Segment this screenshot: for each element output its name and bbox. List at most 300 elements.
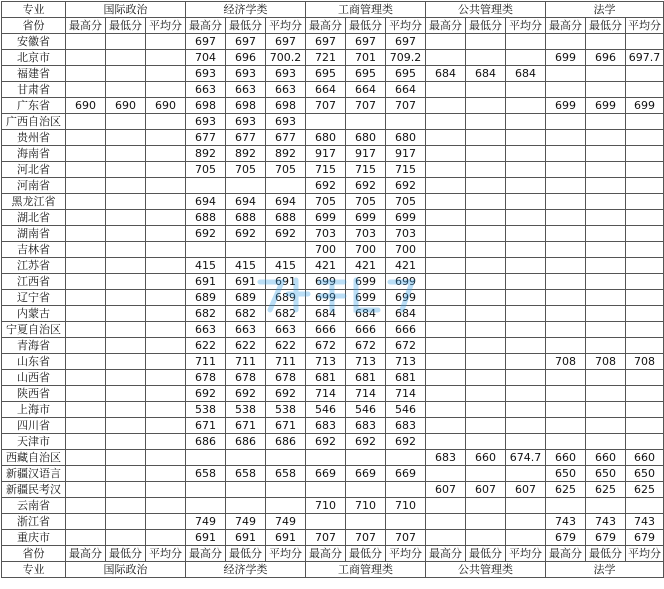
score-cell xyxy=(466,370,506,386)
score-cell xyxy=(146,306,186,322)
score-cell: 650 xyxy=(626,466,664,482)
score-cell: 625 xyxy=(586,482,626,498)
major-header: 国际政治 xyxy=(66,2,186,18)
score-cell: 622 xyxy=(186,338,226,354)
score-cell xyxy=(466,434,506,450)
score-cell: 680 xyxy=(346,130,386,146)
province-cell: 甘肃省 xyxy=(2,82,66,98)
score-cell xyxy=(146,226,186,242)
score-cell xyxy=(66,114,106,130)
score-cell: 684 xyxy=(466,66,506,82)
score-cell xyxy=(626,242,664,258)
province-cell: 福建省 xyxy=(2,66,66,82)
score-cell: 705 xyxy=(226,162,266,178)
score-cell: 546 xyxy=(386,402,426,418)
score-cell: 707 xyxy=(346,530,386,546)
score-cell: 415 xyxy=(266,258,306,274)
score-cell xyxy=(106,194,146,210)
score-cell xyxy=(426,50,466,66)
score-cell xyxy=(546,386,586,402)
score-cell: 680 xyxy=(306,130,346,146)
stat-header: 最高分 xyxy=(306,546,346,562)
score-cell xyxy=(106,162,146,178)
score-cell xyxy=(266,482,306,498)
score-cell xyxy=(466,146,506,162)
score-cell xyxy=(586,434,626,450)
stat-header: 最低分 xyxy=(466,18,506,34)
score-cell xyxy=(586,274,626,290)
score-cell: 705 xyxy=(306,194,346,210)
score-cell: 691 xyxy=(226,274,266,290)
score-cell: 698 xyxy=(186,98,226,114)
score-cell: 699 xyxy=(626,98,664,114)
score-cell xyxy=(586,258,626,274)
table-row xyxy=(2,66,664,82)
score-cell: 650 xyxy=(586,466,626,482)
score-cell xyxy=(146,34,186,50)
score-cell: 749 xyxy=(186,514,226,530)
score-cell xyxy=(426,226,466,242)
score-cell xyxy=(106,322,146,338)
score-cell xyxy=(546,418,586,434)
score-cell xyxy=(186,498,226,514)
score-cell: 693 xyxy=(226,114,266,130)
score-cell xyxy=(506,306,546,322)
score-cell xyxy=(66,82,106,98)
score-cell: 658 xyxy=(226,466,266,482)
score-cell: 699 xyxy=(306,274,346,290)
score-cell: 666 xyxy=(306,322,346,338)
score-cell: 696 xyxy=(226,50,266,66)
score-cell: 538 xyxy=(186,402,226,418)
score-cell xyxy=(466,162,506,178)
table-row xyxy=(2,242,664,258)
stat-header: 最高分 xyxy=(66,546,106,562)
score-cell xyxy=(146,498,186,514)
score-cell xyxy=(426,354,466,370)
table-row xyxy=(2,290,664,306)
score-cell xyxy=(466,34,506,50)
score-cell: 679 xyxy=(546,530,586,546)
score-cell: 692 xyxy=(346,434,386,450)
score-cell: 713 xyxy=(346,354,386,370)
score-cell xyxy=(506,466,546,482)
score-cell: 686 xyxy=(226,434,266,450)
score-cell: 546 xyxy=(346,402,386,418)
table-row xyxy=(2,386,664,402)
score-cell xyxy=(466,530,506,546)
table-row xyxy=(2,370,664,386)
score-cell: 721 xyxy=(306,50,346,66)
stat-header: 最低分 xyxy=(226,18,266,34)
score-cell: 698 xyxy=(226,98,266,114)
score-cell xyxy=(586,370,626,386)
score-cell xyxy=(466,274,506,290)
score-cell xyxy=(506,434,546,450)
table-row xyxy=(2,482,664,498)
province-cell: 重庆市 xyxy=(2,530,66,546)
score-cell: 692 xyxy=(306,178,346,194)
stat-header: 最高分 xyxy=(66,18,106,34)
score-cell xyxy=(66,146,106,162)
score-cell xyxy=(506,370,546,386)
stat-header: 平均分 xyxy=(626,546,664,562)
score-cell xyxy=(546,258,586,274)
score-cell: 678 xyxy=(266,370,306,386)
table-row xyxy=(2,210,664,226)
score-cell: 664 xyxy=(346,82,386,98)
score-cell: 699 xyxy=(386,210,426,226)
score-cell: 917 xyxy=(346,146,386,162)
score-cell xyxy=(466,226,506,242)
score-cell: 691 xyxy=(186,274,226,290)
score-cell: 699 xyxy=(386,274,426,290)
score-cell: 672 xyxy=(306,338,346,354)
province-cell: 云南省 xyxy=(2,498,66,514)
table-row xyxy=(2,322,664,338)
score-cell xyxy=(186,482,226,498)
score-cell xyxy=(626,386,664,402)
score-cell xyxy=(466,418,506,434)
score-cell xyxy=(466,466,506,482)
score-cell: 677 xyxy=(266,130,306,146)
stat-footer-row xyxy=(2,546,664,562)
score-cell xyxy=(426,114,466,130)
score-cell xyxy=(106,482,146,498)
score-cell: 421 xyxy=(346,258,386,274)
score-cell xyxy=(586,194,626,210)
score-cell xyxy=(586,418,626,434)
table-row xyxy=(2,50,664,66)
score-cell xyxy=(546,338,586,354)
score-cell xyxy=(66,386,106,402)
score-cell xyxy=(146,242,186,258)
score-cell: 683 xyxy=(306,418,346,434)
score-cell: 421 xyxy=(386,258,426,274)
score-cell xyxy=(586,402,626,418)
score-cell: 917 xyxy=(386,146,426,162)
score-cell xyxy=(66,354,106,370)
province-cell: 广东省 xyxy=(2,98,66,114)
score-cell xyxy=(146,146,186,162)
table-row xyxy=(2,130,664,146)
score-cell xyxy=(466,338,506,354)
province-cell: 西藏自治区 xyxy=(2,450,66,466)
score-cell xyxy=(626,370,664,386)
score-cell: 660 xyxy=(466,450,506,466)
score-cell xyxy=(626,226,664,242)
score-cell: 658 xyxy=(266,466,306,482)
score-cell xyxy=(186,178,226,194)
score-cell xyxy=(626,114,664,130)
province-cell: 山东省 xyxy=(2,354,66,370)
stat-header: 平均分 xyxy=(266,546,306,562)
score-cell xyxy=(506,258,546,274)
province-cell: 青海省 xyxy=(2,338,66,354)
score-cell: 607 xyxy=(466,482,506,498)
score-cell xyxy=(546,34,586,50)
score-cell xyxy=(146,274,186,290)
table-row xyxy=(2,82,664,98)
score-cell: 538 xyxy=(266,402,306,418)
score-cell xyxy=(66,194,106,210)
score-cell xyxy=(66,178,106,194)
score-cell: 689 xyxy=(226,290,266,306)
score-cell xyxy=(426,306,466,322)
score-cell xyxy=(626,66,664,82)
score-cell xyxy=(626,210,664,226)
province-label: 省份 xyxy=(2,18,66,34)
score-cell xyxy=(466,50,506,66)
score-cell xyxy=(426,130,466,146)
score-cell: 691 xyxy=(186,530,226,546)
score-cell: 663 xyxy=(266,82,306,98)
score-cell xyxy=(626,498,664,514)
score-cell xyxy=(466,514,506,530)
score-cell xyxy=(586,306,626,322)
score-cell xyxy=(586,322,626,338)
score-cell xyxy=(546,402,586,418)
score-cell xyxy=(106,434,146,450)
table-row xyxy=(2,530,664,546)
score-cell xyxy=(506,498,546,514)
score-cell: 650 xyxy=(546,466,586,482)
score-cell xyxy=(426,386,466,402)
province-cell: 黑龙江省 xyxy=(2,194,66,210)
score-cell: 704 xyxy=(186,50,226,66)
stat-header: 最低分 xyxy=(346,546,386,562)
province-cell: 广西自治区 xyxy=(2,114,66,130)
score-cell: 700 xyxy=(306,242,346,258)
score-cell xyxy=(146,162,186,178)
score-cell xyxy=(426,258,466,274)
stat-header: 平均分 xyxy=(386,546,426,562)
score-cell xyxy=(546,130,586,146)
score-cell xyxy=(106,386,146,402)
stat-header: 最低分 xyxy=(586,546,626,562)
score-cell: 677 xyxy=(186,130,226,146)
score-cell xyxy=(226,450,266,466)
score-cell xyxy=(266,178,306,194)
score-cell xyxy=(466,402,506,418)
score-cell: 663 xyxy=(226,82,266,98)
table-row xyxy=(2,162,664,178)
score-cell xyxy=(546,66,586,82)
score-cell xyxy=(146,50,186,66)
province-cell: 辽宁省 xyxy=(2,290,66,306)
score-cell: 694 xyxy=(186,194,226,210)
table-row xyxy=(2,338,664,354)
score-cell xyxy=(466,322,506,338)
score-cell xyxy=(426,82,466,98)
score-cell xyxy=(146,434,186,450)
score-cell xyxy=(146,178,186,194)
score-cell: 683 xyxy=(426,450,466,466)
score-cell xyxy=(106,370,146,386)
major-header: 法学 xyxy=(546,562,664,578)
score-cell: 692 xyxy=(386,178,426,194)
score-cell xyxy=(66,258,106,274)
score-cell xyxy=(506,162,546,178)
province-cell: 江西省 xyxy=(2,274,66,290)
score-cell xyxy=(546,306,586,322)
score-cell xyxy=(66,418,106,434)
score-cell xyxy=(506,178,546,194)
score-cell xyxy=(626,322,664,338)
score-cell xyxy=(506,402,546,418)
score-cell: 692 xyxy=(346,178,386,194)
province-cell: 内蒙古 xyxy=(2,306,66,322)
score-cell xyxy=(386,114,426,130)
province-cell: 湖南省 xyxy=(2,226,66,242)
score-cell: 686 xyxy=(266,434,306,450)
score-cell: 607 xyxy=(426,482,466,498)
score-cell: 703 xyxy=(306,226,346,242)
score-cell xyxy=(546,114,586,130)
score-cell: 700 xyxy=(346,242,386,258)
score-cell xyxy=(146,466,186,482)
score-cell xyxy=(146,418,186,434)
stat-header-row xyxy=(2,18,664,34)
score-cell: 688 xyxy=(186,210,226,226)
stat-header: 平均分 xyxy=(626,18,664,34)
score-cell: 709.2 xyxy=(386,50,426,66)
major-label: 专业 xyxy=(2,562,66,578)
table-row xyxy=(2,194,664,210)
score-cell xyxy=(106,402,146,418)
province-cell: 海南省 xyxy=(2,146,66,162)
score-cell: 707 xyxy=(306,530,346,546)
score-cell xyxy=(66,34,106,50)
table-row xyxy=(2,306,664,322)
score-cell xyxy=(146,354,186,370)
score-cell: 697 xyxy=(186,34,226,50)
score-cell xyxy=(626,338,664,354)
score-cell xyxy=(186,450,226,466)
score-cell xyxy=(546,434,586,450)
stat-header: 最低分 xyxy=(346,18,386,34)
stat-header: 平均分 xyxy=(506,18,546,34)
score-cell xyxy=(506,210,546,226)
score-cell xyxy=(586,498,626,514)
province-cell: 吉林省 xyxy=(2,242,66,258)
score-cell: 710 xyxy=(346,498,386,514)
score-cell: 703 xyxy=(346,226,386,242)
score-cell xyxy=(546,226,586,242)
province-cell: 四川省 xyxy=(2,418,66,434)
score-cell: 622 xyxy=(226,338,266,354)
score-cell xyxy=(106,530,146,546)
score-cell: 695 xyxy=(306,66,346,82)
score-cell: 682 xyxy=(266,306,306,322)
score-cell: 699 xyxy=(306,290,346,306)
score-cell xyxy=(106,338,146,354)
score-cell xyxy=(106,242,146,258)
major-header: 法学 xyxy=(546,2,664,18)
score-cell xyxy=(386,450,426,466)
score-cell xyxy=(466,82,506,98)
table-row xyxy=(2,466,664,482)
major-header: 经济学类 xyxy=(186,562,306,578)
score-cell xyxy=(306,450,346,466)
stat-header: 最高分 xyxy=(426,546,466,562)
score-cell xyxy=(586,34,626,50)
score-cell: 678 xyxy=(186,370,226,386)
score-cell xyxy=(106,418,146,434)
score-cell: 698 xyxy=(266,98,306,114)
score-cell: 710 xyxy=(386,498,426,514)
score-cell xyxy=(546,242,586,258)
province-cell: 河北省 xyxy=(2,162,66,178)
score-cell xyxy=(106,498,146,514)
score-cell xyxy=(586,210,626,226)
score-cell xyxy=(546,82,586,98)
major-header-row xyxy=(2,2,664,18)
stat-header: 最低分 xyxy=(586,18,626,34)
province-cell: 新疆民考汉 xyxy=(2,482,66,498)
score-cell xyxy=(146,66,186,82)
stat-header: 最高分 xyxy=(186,546,226,562)
score-cell: 700.2 xyxy=(266,50,306,66)
score-cell xyxy=(626,402,664,418)
score-cell xyxy=(506,34,546,50)
score-cell: 684 xyxy=(306,306,346,322)
table-row xyxy=(2,98,664,114)
score-cell: 684 xyxy=(426,66,466,82)
score-cell: 699 xyxy=(346,290,386,306)
score-cell: 625 xyxy=(626,482,664,498)
score-cell xyxy=(226,482,266,498)
score-cell xyxy=(346,514,386,530)
score-cell xyxy=(466,114,506,130)
score-cell: 672 xyxy=(346,338,386,354)
table-row xyxy=(2,258,664,274)
score-cell: 674.7 xyxy=(506,450,546,466)
table-row xyxy=(2,274,664,290)
score-cell: 711 xyxy=(186,354,226,370)
score-cell xyxy=(426,290,466,306)
score-cell: 679 xyxy=(586,530,626,546)
score-cell: 699 xyxy=(586,98,626,114)
score-cell xyxy=(346,114,386,130)
table-row xyxy=(2,402,664,418)
score-cell xyxy=(506,354,546,370)
province-cell: 陕西省 xyxy=(2,386,66,402)
score-cell xyxy=(546,146,586,162)
score-cell: 689 xyxy=(186,290,226,306)
score-cell: 697 xyxy=(306,34,346,50)
score-cell xyxy=(106,258,146,274)
score-cell: 660 xyxy=(626,450,664,466)
score-cell: 715 xyxy=(306,162,346,178)
score-cell: 692 xyxy=(266,226,306,242)
score-cell xyxy=(466,210,506,226)
score-cell xyxy=(66,162,106,178)
score-cell xyxy=(506,50,546,66)
score-cell xyxy=(466,386,506,402)
score-cell xyxy=(506,242,546,258)
score-cell xyxy=(546,290,586,306)
score-cell: 708 xyxy=(586,354,626,370)
score-cell xyxy=(306,514,346,530)
score-cell xyxy=(346,482,386,498)
score-cell: 693 xyxy=(186,66,226,82)
admission-score-table xyxy=(1,1,664,578)
score-cell: 415 xyxy=(186,258,226,274)
score-cell: 694 xyxy=(266,194,306,210)
score-cell xyxy=(146,130,186,146)
province-cell: 北京市 xyxy=(2,50,66,66)
